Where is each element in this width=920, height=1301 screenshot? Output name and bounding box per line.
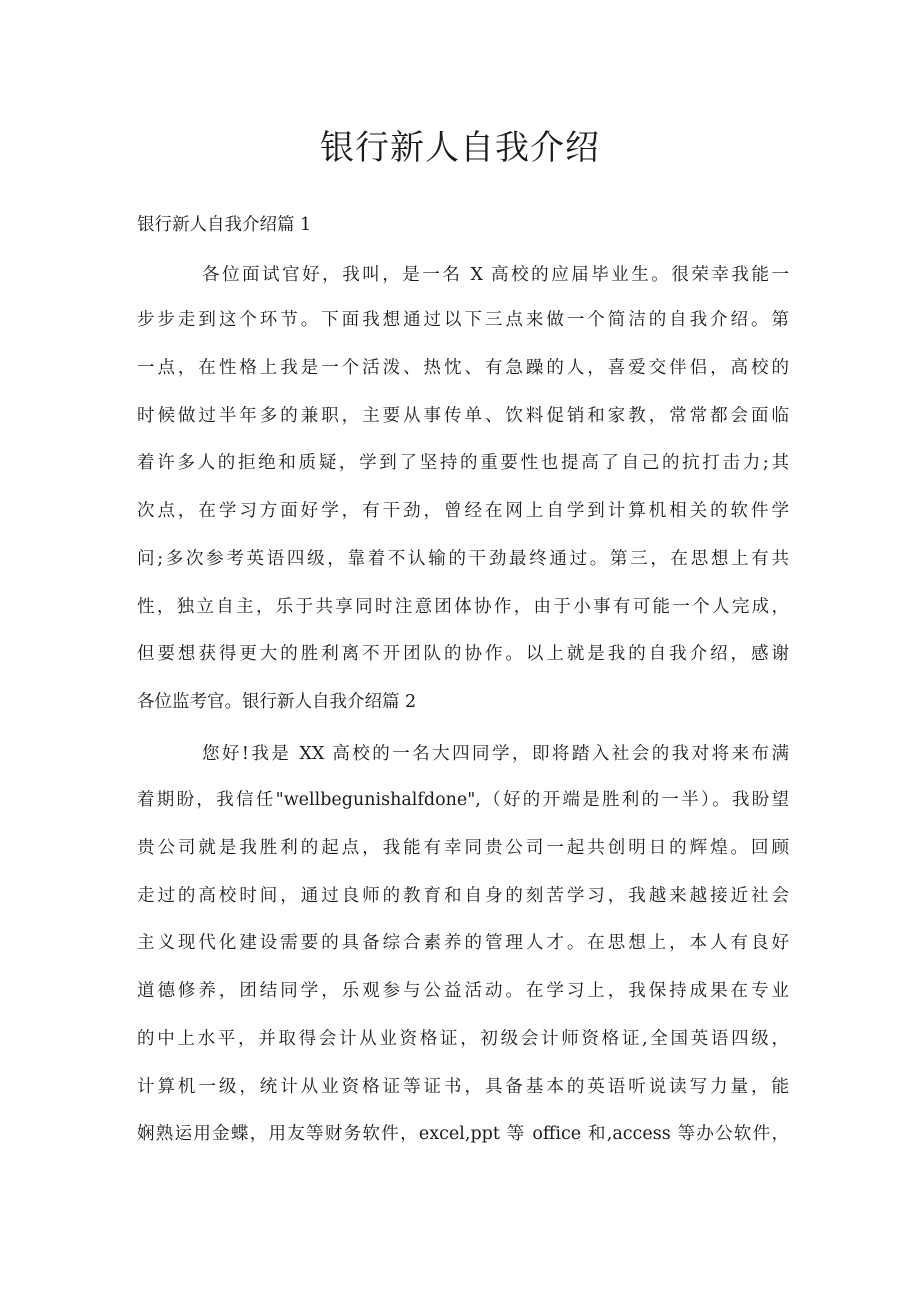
paragraph-line: 主义现代化建设需要的具备综合素养的管理人才。在思想上，本人有良好 <box>137 933 789 953</box>
paragraph-line: 着期盼，我信任"wellbegunishalfdone",（好的开端是胜利的一半）。我盼望 <box>137 790 789 810</box>
paragraph-line: 计算机一级，统计从业资格证等证书，具备基本的英语听说读写力量，能 <box>137 1077 789 1097</box>
paragraph-line: 性，独立自主，乐于共享同时注意团体协作，由于小事有可能一个人完成， <box>137 597 789 617</box>
paragraph-line: 问;多次参考英语四级，靠着不认输的干劲最终通过。第三，在思想上有共 <box>137 549 789 569</box>
paragraph-line: 各位面试官好，我叫，是一名 X 高校的应届毕业生。很荣幸我能一 <box>202 265 789 285</box>
paragraph-line: 道德修养，团结同学，乐观参与公益活动。在学习上，我保持成果在专业 <box>137 981 789 1001</box>
paragraph-line: 着许多人的拒绝和质疑，学到了坚持的重要性也提高了自己的抗打击力;其 <box>137 453 789 473</box>
section-heading: 银行新人自我介绍篇 1 <box>137 215 312 235</box>
paragraph-line: 但要想获得更大的胜利离不开团队的协作。以上就是我的自我介绍，感谢 <box>137 644 789 664</box>
paragraph-line: 步步走到这个环节。下面我想通过以下三点来做一个简洁的自我介绍。第 <box>137 310 789 330</box>
paragraph-line: 各位监考官。银行新人自我介绍篇 2 <box>137 692 417 712</box>
paragraph-line: 走过的高校时间，通过良师的教育和自身的刻苦学习，我越来越接近社会 <box>137 886 789 906</box>
paragraph-line: 娴熟运用金蝶，用友等财务软件，excel,ppt 等 office 和,access 等办公软件， <box>137 1124 789 1144</box>
paragraph-line: 的中上水平，并取得会计从业资格证，初级会计师资格证,全国英语四级， <box>137 1029 789 1049</box>
paragraph-line: 一点，在性格上我是一个活泼、热忱、有急躁的人，喜爱交伴侣，高校的 <box>137 358 789 378</box>
paragraph-line: 次点，在学习方面好学，有干劲，曾经在网上自学到计算机相关的软件学 <box>137 501 789 521</box>
paragraph-line: 贵公司就是我胜利的起点，我能有幸同贵公司一起共创明日的辉煌。回顾 <box>137 838 789 858</box>
paragraph-line: 您好!我是 XX 高校的一名大四同学，即将踏入社会的我对将来布满 <box>202 744 789 764</box>
paragraph-line: 时候做过半年多的兼职，主要从事传单、饮料促销和家教，常常都会面临 <box>137 406 789 426</box>
document-title: 银行新人自我介绍 <box>320 128 600 168</box>
